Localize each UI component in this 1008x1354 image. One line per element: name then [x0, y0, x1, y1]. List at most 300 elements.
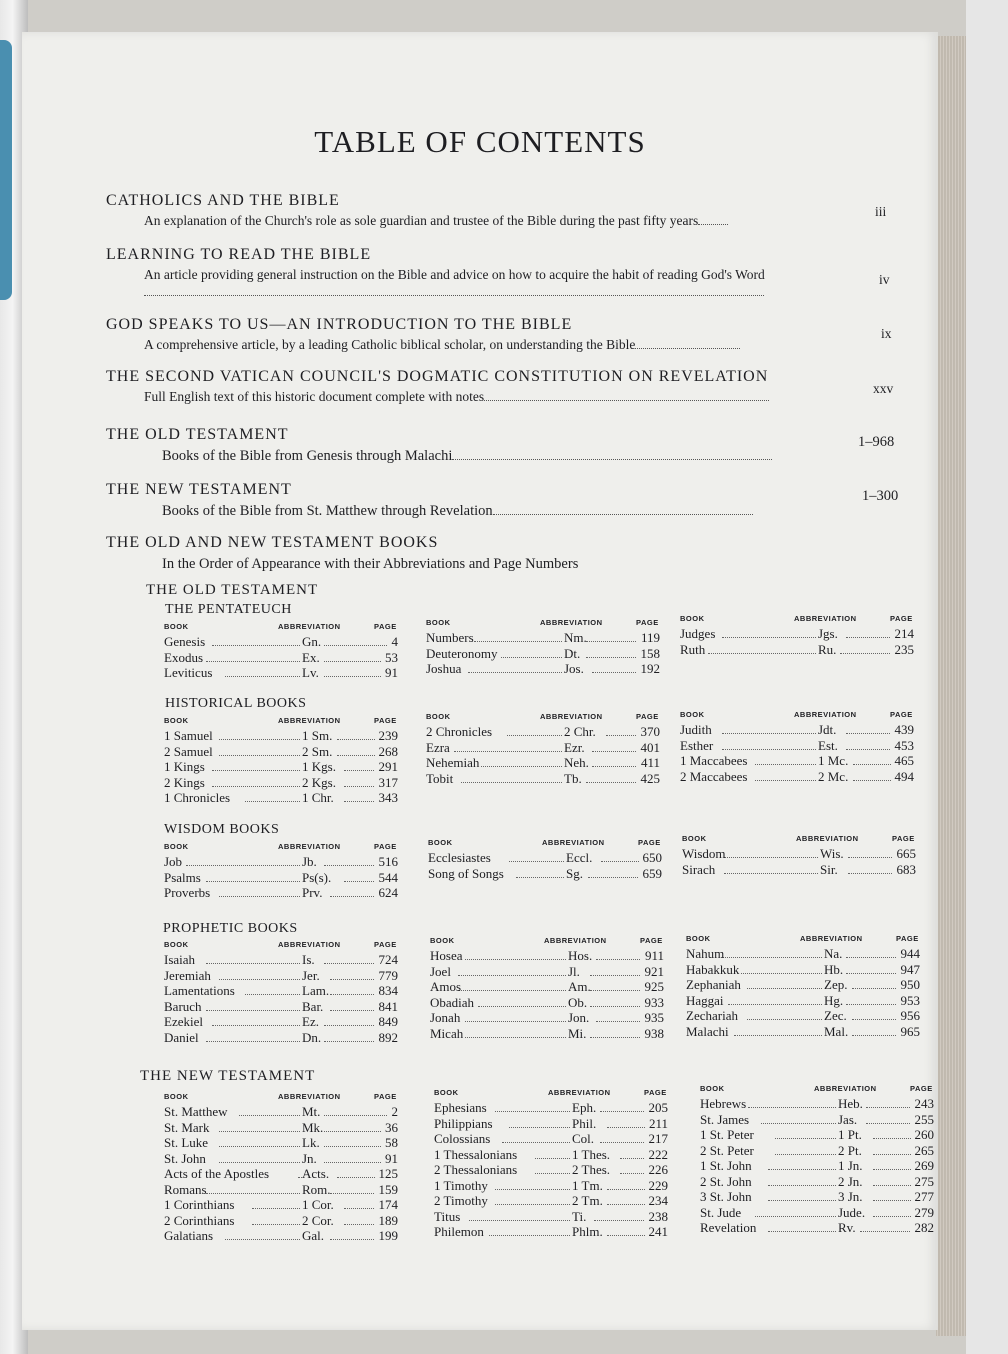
column-header-page: PAGE: [636, 712, 659, 721]
dot-leader: [873, 1169, 911, 1170]
column-header-abbr: ABBREVIATION: [278, 622, 341, 631]
dot-leader: [601, 861, 639, 862]
book-abbreviation: Jas.: [838, 1111, 858, 1127]
column-header-abbr: ABBREVIATION: [548, 1088, 611, 1097]
book-table: [680, 614, 925, 657]
book-abbreviation: Dt.: [564, 645, 581, 661]
dot-leader: [344, 881, 375, 882]
book-abbreviation: Rom.: [302, 1181, 331, 1197]
column-header-page: PAGE: [896, 934, 919, 943]
book-abbreviation: Tb.: [564, 770, 582, 786]
dot-leader: [330, 1010, 374, 1011]
dot-leader: [722, 749, 816, 750]
dot-leader: [324, 676, 381, 677]
dot-leader: [324, 1146, 381, 1147]
book-name: 1 St. John: [700, 1158, 752, 1173]
column-headers: [164, 1092, 409, 1104]
book-name: 2 Kings: [164, 774, 205, 790]
book-name: Judith: [680, 722, 712, 737]
book-page: 174: [378, 1197, 398, 1212]
dot-leader: [245, 994, 300, 995]
book-page: 2: [391, 1104, 398, 1119]
book-row: [426, 646, 671, 662]
book-page: 411: [640, 755, 660, 770]
book-page: 269: [914, 1158, 934, 1173]
book-row: [164, 968, 409, 984]
dot-leader: [590, 1037, 641, 1038]
dot-leader: [846, 637, 890, 638]
dot-leader: [507, 735, 562, 736]
book-page: 841: [378, 998, 398, 1014]
book-abbreviation: Col.: [572, 1131, 595, 1146]
book-row: [680, 722, 925, 738]
dot-leader: [846, 957, 897, 958]
book-row: [164, 790, 409, 806]
book-row: [430, 1010, 675, 1026]
dot-leader: [848, 857, 892, 858]
column-headers: [164, 842, 409, 854]
dot-leader: [768, 1185, 836, 1186]
column-header-page: PAGE: [890, 710, 913, 719]
book-table: [164, 1092, 409, 1244]
book-row: [700, 1158, 945, 1174]
entry-description: An explanation of the Church's role as sole guardian and trustee of the Bible during the past fifty years: [144, 213, 886, 230]
dot-leader: [592, 672, 636, 673]
book-name: 2 St. John: [700, 1173, 752, 1189]
dot-leader: [724, 873, 818, 874]
dot-leader: [755, 764, 816, 765]
book-page: 58: [385, 1135, 398, 1150]
book-name: Judges: [680, 626, 716, 641]
book-abbreviation: Ps(s).: [302, 869, 332, 885]
dot-leader: [846, 749, 890, 750]
book-page: 921: [644, 963, 664, 979]
book-page: 935: [644, 1010, 664, 1025]
dot-leader: [219, 1146, 300, 1147]
book-abbreviation: 1 Sm.: [302, 728, 333, 743]
book-row: [164, 744, 409, 760]
book-row: [426, 630, 671, 646]
book-row: [164, 1197, 409, 1213]
dot-leader: [461, 782, 562, 783]
book-name: Exodus: [164, 649, 203, 665]
book-table: [164, 622, 409, 681]
dot-leader: [324, 1115, 388, 1116]
book-name: Proverbs: [164, 885, 211, 900]
book-name: Wisdom: [682, 846, 726, 861]
book-abbreviation: Jl.: [568, 963, 580, 979]
dot-leader: [607, 1127, 645, 1128]
dot-leader: [775, 1138, 836, 1139]
dot-leader: [866, 1107, 910, 1108]
dot-leader: [219, 755, 300, 756]
entry-heading: CATHOLICS AND THE BIBLE: [106, 192, 340, 209]
book-abbreviation: Jn.: [302, 1150, 317, 1166]
column-headers: [686, 934, 931, 946]
book-name: 1 Corinthians: [164, 1197, 235, 1212]
book-row: [164, 885, 409, 901]
dot-leader: [344, 801, 375, 802]
book-page: 370: [640, 724, 660, 739]
dot-leader: [330, 994, 374, 995]
column-headers: [434, 1088, 679, 1100]
book-row: [434, 1224, 679, 1240]
column-headers: [680, 614, 925, 626]
book-row: [434, 1209, 679, 1225]
dot-leader: [761, 1123, 836, 1124]
column-header-page: PAGE: [640, 936, 663, 945]
column-header-book: BOOK: [164, 716, 189, 725]
book-abbreviation: Hos.: [568, 948, 593, 963]
book-abbreviation: 2 Kgs.: [302, 774, 336, 790]
column-header-page: PAGE: [638, 838, 661, 847]
dot-leader: [853, 764, 891, 765]
book-name: Daniel: [164, 1029, 199, 1045]
book-name: Hosea: [430, 948, 463, 963]
entry-heading: THE NEW TESTAMENT: [106, 481, 292, 498]
book-abbreviation: 1 Kgs.: [302, 759, 336, 774]
dot-leader: [344, 786, 375, 787]
book-name: Job: [164, 854, 183, 869]
book-row: [164, 1166, 409, 1182]
book-row: [164, 952, 409, 968]
dot-leader: [344, 1224, 375, 1225]
column-header-abbr: ABBREVIATION: [278, 940, 341, 949]
dot-leader: [846, 1004, 897, 1005]
book-name: St. Matthew: [164, 1104, 228, 1119]
book-page: 159: [378, 1181, 398, 1197]
book-name: Numbers: [426, 630, 474, 645]
entry-description: A comprehensive article, by a leading Catholic biblical scholar, on understanding the Bible: [144, 337, 886, 354]
book-abbreviation: Is.: [302, 952, 315, 967]
dot-leader: [596, 1021, 640, 1022]
book-page: 243: [914, 1096, 934, 1111]
book-abbreviation: Dn.: [302, 1029, 322, 1045]
book-name: Joel: [430, 963, 451, 979]
dot-leader: [747, 1019, 822, 1020]
book-page: 683: [896, 861, 916, 877]
column-header-book: BOOK: [686, 934, 711, 943]
book-row: [164, 1120, 409, 1136]
book-row: [682, 846, 927, 862]
book-row: [700, 1174, 945, 1190]
dot-leader: [458, 975, 566, 976]
dot-leader: [324, 1131, 381, 1132]
dot-leader: [724, 857, 818, 858]
book-page: 439: [894, 722, 914, 737]
book-abbreviation: Eph.: [572, 1100, 597, 1115]
book-name: 1 Samuel: [164, 728, 213, 743]
book-page: 624: [378, 885, 398, 900]
column-header-book: BOOK: [426, 618, 451, 627]
column-header-page: PAGE: [374, 1092, 397, 1101]
column-header-page: PAGE: [910, 1084, 933, 1093]
dot-leader: [748, 1107, 836, 1108]
entry-heading: THE SECOND VATICAN COUNCIL'S DOGMATIC CONSTITUTION ON REVELATION: [106, 368, 769, 385]
book-name: Ecclesiastes: [428, 850, 491, 865]
book-name: Amos: [430, 979, 462, 994]
entry-page: xxv: [873, 381, 894, 396]
book-abbreviation: Ob.: [568, 994, 588, 1010]
column-header-page: PAGE: [890, 614, 913, 623]
book-page: 268: [378, 743, 398, 759]
book-row: [686, 946, 931, 962]
dot-leader: [481, 766, 562, 767]
dot-leader: [721, 957, 822, 958]
dot-leader: [344, 1208, 375, 1209]
book-page: 892: [378, 1029, 398, 1045]
book-page: 91: [385, 1150, 398, 1166]
book-abbreviation: Am.: [568, 979, 591, 994]
book-row: [434, 1147, 679, 1163]
book-page: 947: [900, 961, 920, 977]
book-abbreviation: 2 Sm.: [302, 743, 333, 759]
book-page: 279: [914, 1204, 934, 1220]
book-page: 834: [378, 983, 398, 998]
book-row: [428, 866, 673, 882]
book-row: [686, 1008, 931, 1024]
book-abbreviation: Jb.: [302, 854, 317, 869]
book-abbreviation: 1 Cor.: [302, 1197, 334, 1212]
dot-leader: [337, 739, 375, 740]
dot-leader: [206, 661, 300, 662]
book-page: 235: [894, 641, 914, 657]
toc-entry: [106, 192, 886, 230]
book-name: Hebrews: [700, 1096, 747, 1111]
column-header-book: BOOK: [164, 1092, 189, 1101]
book-table: [426, 618, 671, 677]
book-abbreviation: Jer.: [302, 967, 320, 983]
book-page: 255: [914, 1111, 934, 1127]
toc-entry: [106, 368, 826, 406]
entry-heading: THE OLD AND NEW TESTAMENT BOOKS: [106, 534, 439, 551]
dot-leader: [324, 963, 375, 964]
book-name: Galatians: [164, 1228, 214, 1243]
book-abbreviation: Acts.: [302, 1166, 330, 1181]
entry-heading: THE OLD TESTAMENT: [106, 426, 289, 443]
column-header-book: BOOK: [680, 710, 705, 719]
dot-leader: [728, 1004, 822, 1005]
book-row: [680, 753, 925, 769]
dot-leader: [620, 1173, 644, 1174]
column-header-page: PAGE: [636, 618, 659, 627]
column-header-page: PAGE: [374, 716, 397, 725]
book-abbreviation: Jdt.: [818, 722, 837, 737]
book-page: 465: [894, 753, 914, 768]
dot-leader: [212, 1025, 300, 1026]
column-header-abbr: ABBREVIATION: [794, 614, 857, 623]
book-row: [164, 854, 409, 870]
dot-leader: [586, 657, 637, 658]
dot-leader: [324, 1025, 375, 1026]
toc-entry: [106, 246, 886, 301]
book-row: [434, 1193, 679, 1209]
book-table: [700, 1084, 945, 1236]
book-table: [680, 710, 925, 784]
book-page: 938: [644, 1025, 664, 1041]
column-header-abbr: ABBREVIATION: [540, 712, 603, 721]
book-row: [434, 1178, 679, 1194]
book-page: 199: [378, 1228, 398, 1243]
book-page: 401: [640, 739, 660, 755]
dot-leader: [219, 979, 300, 980]
dot-leader: [509, 861, 564, 862]
book-page: 965: [900, 1023, 920, 1039]
book-row: [164, 1104, 409, 1120]
column-headers: [164, 940, 409, 952]
book-name: Leviticus: [164, 665, 213, 680]
book-abbreviation: Hg.: [824, 992, 844, 1008]
dot-leader: [852, 988, 896, 989]
column-headers: [700, 1084, 945, 1096]
book-row: [164, 1213, 409, 1229]
dot-leader: [873, 1185, 911, 1186]
column-header-book: BOOK: [164, 940, 189, 949]
dot-leader: [206, 1010, 300, 1011]
book-row: [700, 1220, 945, 1236]
book-name: 3 St. John: [700, 1189, 752, 1204]
dot-leader: [501, 657, 562, 658]
book-name: Revelation: [700, 1220, 757, 1235]
column-header-book: BOOK: [682, 834, 707, 843]
book-page: 659: [642, 865, 662, 881]
dot-leader: [337, 1177, 375, 1178]
dot-leader: [600, 1111, 644, 1112]
book-table: [426, 712, 671, 786]
dot-leader: [755, 1216, 836, 1217]
book-name: Isaiah: [164, 952, 196, 967]
book-name: Acts of the Apostles: [164, 1166, 270, 1181]
book-name: St. John: [164, 1150, 206, 1166]
column-header-book: BOOK: [164, 622, 189, 631]
book-name: Ephesians: [434, 1100, 487, 1115]
book-row: [686, 1024, 931, 1040]
book-name: Ruth: [680, 641, 706, 657]
book-abbreviation: Lv.: [302, 665, 319, 680]
dot-leader: [586, 782, 637, 783]
book-name: Romans: [164, 1181, 207, 1197]
book-page: 956: [900, 1008, 920, 1023]
book-name: Obadiah: [430, 994, 475, 1010]
book-abbreviation: 2 Mc.: [818, 768, 849, 784]
entry-description: Books of the Bible from St. Matthew through Revelation: [162, 502, 886, 520]
column-headers: [428, 838, 673, 850]
book-page: 779: [378, 967, 398, 983]
entry-heading: GOD SPEAKS TO US—AN INTRODUCTION TO THE BIBLE: [106, 316, 573, 333]
group-heading-wisdom: WISDOM BOOKS: [164, 822, 280, 837]
book-name: Genesis: [164, 634, 206, 649]
book-page: 665: [896, 846, 916, 861]
dot-leader: [590, 1006, 641, 1007]
dot-leader: [509, 1127, 570, 1128]
book-name: Nehemiah: [426, 755, 480, 770]
column-header-abbr: ABBREVIATION: [278, 842, 341, 851]
dot-leader: [219, 896, 300, 897]
book-page: 214: [894, 626, 914, 641]
book-name: Philemon: [434, 1224, 484, 1239]
book-abbreviation: Zep.: [824, 977, 848, 992]
book-page: 36: [385, 1119, 398, 1135]
book-page: 226: [648, 1162, 668, 1177]
book-abbreviation: Wis.: [820, 846, 844, 861]
book-row: [430, 1026, 675, 1042]
dot-leader: [535, 1173, 570, 1174]
dot-leader: [489, 1235, 570, 1236]
book-row: [700, 1127, 945, 1143]
book-abbreviation: 2 Pt.: [838, 1142, 862, 1158]
book-abbreviation: Prv.: [302, 885, 323, 900]
book-row: [682, 862, 927, 878]
book-row: [164, 983, 409, 999]
book-row: [686, 962, 931, 978]
book-name: 2 Timothy: [434, 1193, 488, 1208]
dot-leader: [600, 1142, 644, 1143]
book-name: Esther: [680, 737, 714, 753]
column-header-abbr: ABBREVIATION: [800, 934, 863, 943]
dot-leader: [495, 1111, 570, 1112]
dot-leader: [465, 1037, 566, 1038]
book-page: 494: [894, 768, 914, 784]
book-name: St. Mark: [164, 1119, 210, 1135]
book-page: 724: [378, 952, 398, 967]
book-name: Micah: [430, 1025, 464, 1041]
book-abbreviation: Lam.: [302, 983, 330, 998]
dot-leader: [474, 641, 562, 642]
book-abbreviation: Jude.: [838, 1204, 866, 1220]
book-page: 91: [385, 665, 398, 680]
book-page: 53: [385, 649, 398, 665]
book-row: [426, 740, 671, 756]
book-row: [164, 775, 409, 791]
dot-leader: [478, 1006, 566, 1007]
book-page: 453: [894, 737, 914, 753]
dot-leader: [620, 1158, 644, 1159]
book-name: Titus: [434, 1208, 461, 1224]
dot-leader: [852, 1019, 896, 1020]
book-name: 2 Maccabees: [680, 768, 748, 784]
dot-leader: [324, 1162, 381, 1163]
dot-leader: [324, 645, 388, 646]
book-name: St. Jude: [700, 1204, 742, 1220]
column-header-book: BOOK: [680, 614, 705, 623]
book-page: [22, 32, 938, 1330]
book-row: [434, 1162, 679, 1178]
dot-leader: [592, 751, 636, 752]
column-header-abbr: ABBREVIATION: [544, 936, 607, 945]
book-page: 125: [378, 1166, 398, 1181]
book-row: [434, 1116, 679, 1132]
dot-leader: [747, 988, 822, 989]
dot-leader: [592, 766, 636, 767]
book-name: 1 Chronicles: [164, 790, 231, 805]
dot-leader: [239, 1115, 300, 1116]
book-page: 650: [642, 850, 662, 865]
book-abbreviation: 1 Mc.: [818, 753, 849, 768]
book-table: [682, 834, 927, 877]
cover-edge: [0, 40, 12, 300]
book-row: [164, 650, 409, 666]
book-abbreviation: Mk.: [302, 1119, 324, 1135]
dot-leader: [212, 786, 300, 787]
book-name: 2 Chronicles: [426, 724, 493, 739]
book-page: 282: [914, 1220, 934, 1235]
dot-leader: [768, 1200, 836, 1201]
book-page: 265: [914, 1142, 934, 1158]
column-header-abbr: ABBREVIATION: [278, 716, 341, 725]
book-row: [686, 977, 931, 993]
book-page: 241: [648, 1224, 668, 1239]
book-row: [434, 1131, 679, 1147]
